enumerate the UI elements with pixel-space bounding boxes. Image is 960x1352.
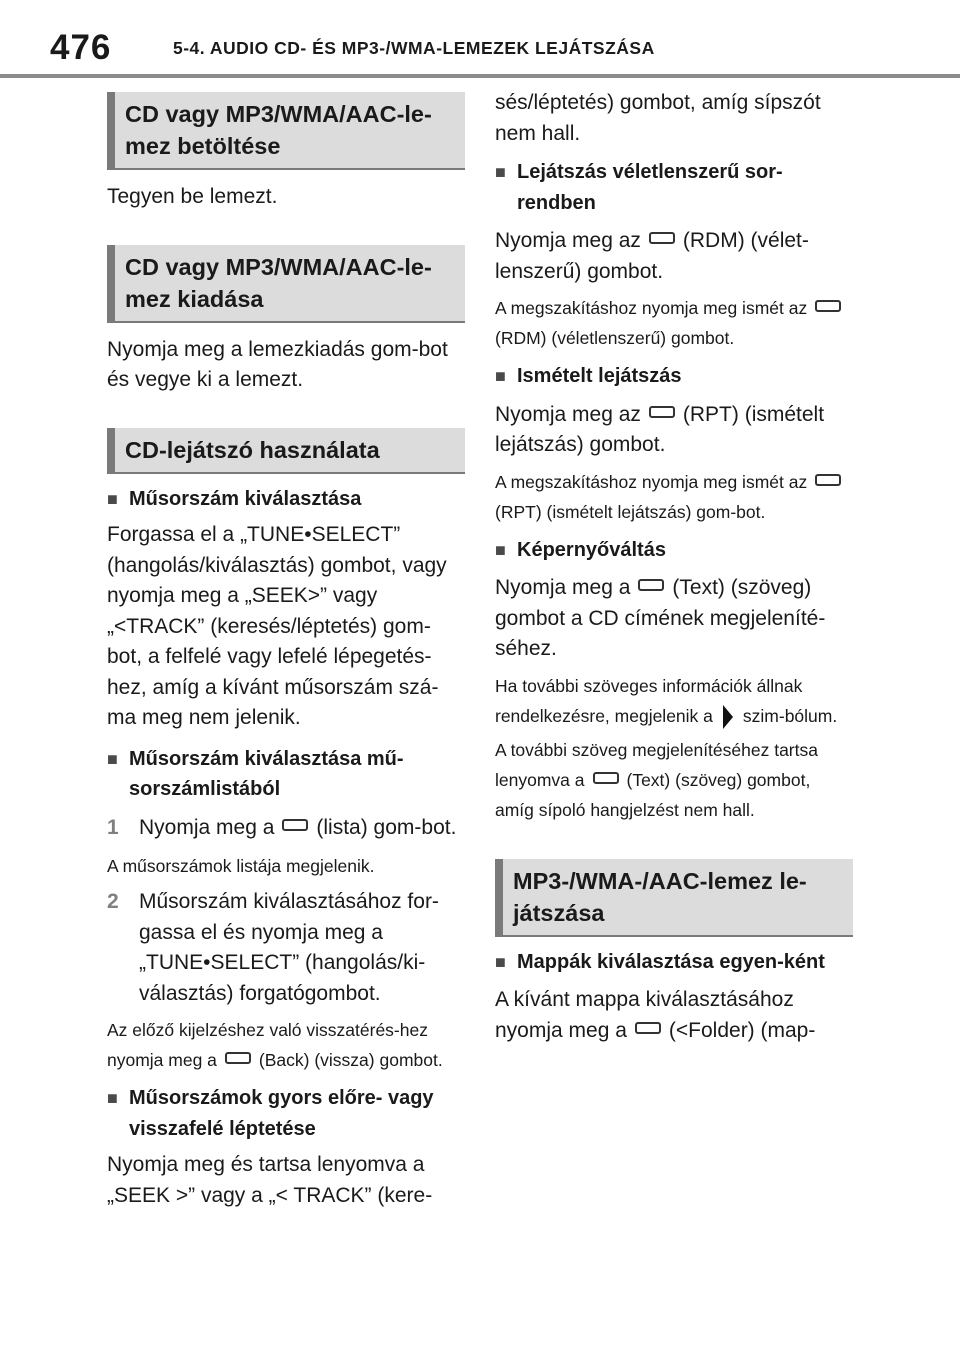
- step-2-note: Az előző kijelzéshez való visszatérés-hez nyomja meg a (Back) (vissza) gombot.: [107, 1020, 443, 1070]
- rdm-button-icon: [815, 300, 841, 312]
- rpt-button-icon: [649, 406, 675, 418]
- section-heading-eject: CD vagy MP3/WMA/AAC-le-mez kiadása: [107, 245, 465, 323]
- subheading-fast-seek: ■ Műsorszámok gyors előre- vagy visszafelé léptetése: [107, 1083, 465, 1144]
- fast-seek-text-continued: sés/léptetés) gombot, amíg sípszót nem hall.: [495, 91, 821, 145]
- list-button-icon: [282, 819, 308, 831]
- subheading-random: ■ Lejátszás véletlenszerű sor-rendben: [495, 157, 853, 218]
- left-column: [107, 92, 465, 1211]
- section-heading-mp3: MP3-/WMA-/AAC-lemez le-játszása: [495, 859, 853, 937]
- section-heading-cd-player: CD-lejátszó használata: [107, 428, 465, 474]
- back-button-icon: [225, 1052, 251, 1064]
- square-bullet-icon: ■: [107, 488, 118, 509]
- folder-button-icon: [635, 1022, 661, 1034]
- random-note: A megszakításhoz nyomja meg ismét az(RDM) (véletlenszerű) gombot.: [495, 293, 853, 353]
- rpt-button-icon: [815, 474, 841, 486]
- square-bullet-icon: ■: [107, 1088, 118, 1108]
- square-bullet-icon: ■: [107, 748, 118, 769]
- text-button-icon: [638, 579, 664, 591]
- load-text: Tegyen be lemezt.: [107, 185, 278, 208]
- right-arrow-symbol-icon: [723, 705, 733, 729]
- right-column: [495, 88, 853, 1046]
- display-switch-text: Nyomja meg a (Text) (szöveg) gombot a CD címének megjeleníté-séhez.: [495, 576, 826, 660]
- display-switch-note-2: A további szöveg megjelenítéséhez tartsa lenyomva a (Text) (szöveg) gombot, amíg sípoló hangjelzést nem hall.: [495, 739, 818, 820]
- square-bullet-icon: ■: [495, 366, 506, 386]
- text-button-icon: [593, 772, 619, 784]
- subheading-repeat: ■ Ismételt lejátszás: [495, 361, 853, 392]
- repeat-text: Nyomja meg az (RPT) (ismételt lejátszás) gombot.: [495, 402, 825, 456]
- repeat-note: A megszakításhoz nyomja meg ismét az(RPT) (ismételt lejátszás) gom-bot.: [495, 467, 853, 527]
- random-text: Nyomja meg az (RDM) (vélet-lenszerű) gombot.: [495, 229, 809, 283]
- page-number: 476: [50, 28, 112, 67]
- folder-select-text: A kívánt mappa kiválasztásához nyomja meg a (<Folder) (map-: [495, 988, 816, 1042]
- step-2: 2 Műsorszám kiválasztásához for-gassa el és nyomja meg a „TUNE•SELECT” (hangolás/ki-választás) forgatógombot.: [107, 890, 439, 1005]
- subheading-track-select: ■ Műsorszám kiválasztása: [107, 484, 465, 515]
- rdm-button-icon: [649, 232, 675, 244]
- chapter-title: 5-4. AUDIO CD- ÉS MP3-/WMA-LEMEZEK LEJÁTSZÁSA: [173, 38, 655, 58]
- square-bullet-icon: ■: [495, 951, 506, 972]
- subheading-folder-select: ■ Mappák kiválasztása egyen-ként: [495, 947, 853, 978]
- section-heading-load: CD vagy MP3/WMA/AAC-le-mez betöltése: [107, 92, 465, 170]
- eject-text: Nyomja meg a lemezkiadás gom-bot és vegye ki a lemezt.: [107, 337, 448, 391]
- subheading-track-list: ■ Műsorszám kiválasztása mű-sorszámlistából: [107, 744, 465, 805]
- step-1: 1 Nyomja meg a (lista) gom-bot.: [107, 815, 457, 839]
- square-bullet-icon: ■: [495, 162, 506, 182]
- square-bullet-icon: ■: [495, 539, 506, 560]
- subheading-display-switch: ■ Képernyőváltás: [495, 535, 853, 566]
- fast-seek-text: Nyomja meg és tartsa lenyomva a „SEEK >” vagy a „< TRACK” (kere-: [107, 1153, 433, 1207]
- header-divider: [0, 74, 960, 78]
- track-select-text: Forgassa el a „TUNE•SELECT” (hangolás/kiválasztás) gombot, vagy nyomja meg a „SEEK>” vagy „<TRACK” (keresés/léptetés) gom-bot, a felfelé vagy lefelé lépegetés-hez, amíg a kívánt műsorszám szá-ma meg nem jelenik.: [107, 523, 447, 729]
- display-switch-note-1: Ha további szöveges információk állnak rendelkezésre, megjelenik a szim-bólum.: [495, 671, 853, 731]
- step-1-note: A műsorszámok listája megjelenik.: [107, 856, 375, 876]
